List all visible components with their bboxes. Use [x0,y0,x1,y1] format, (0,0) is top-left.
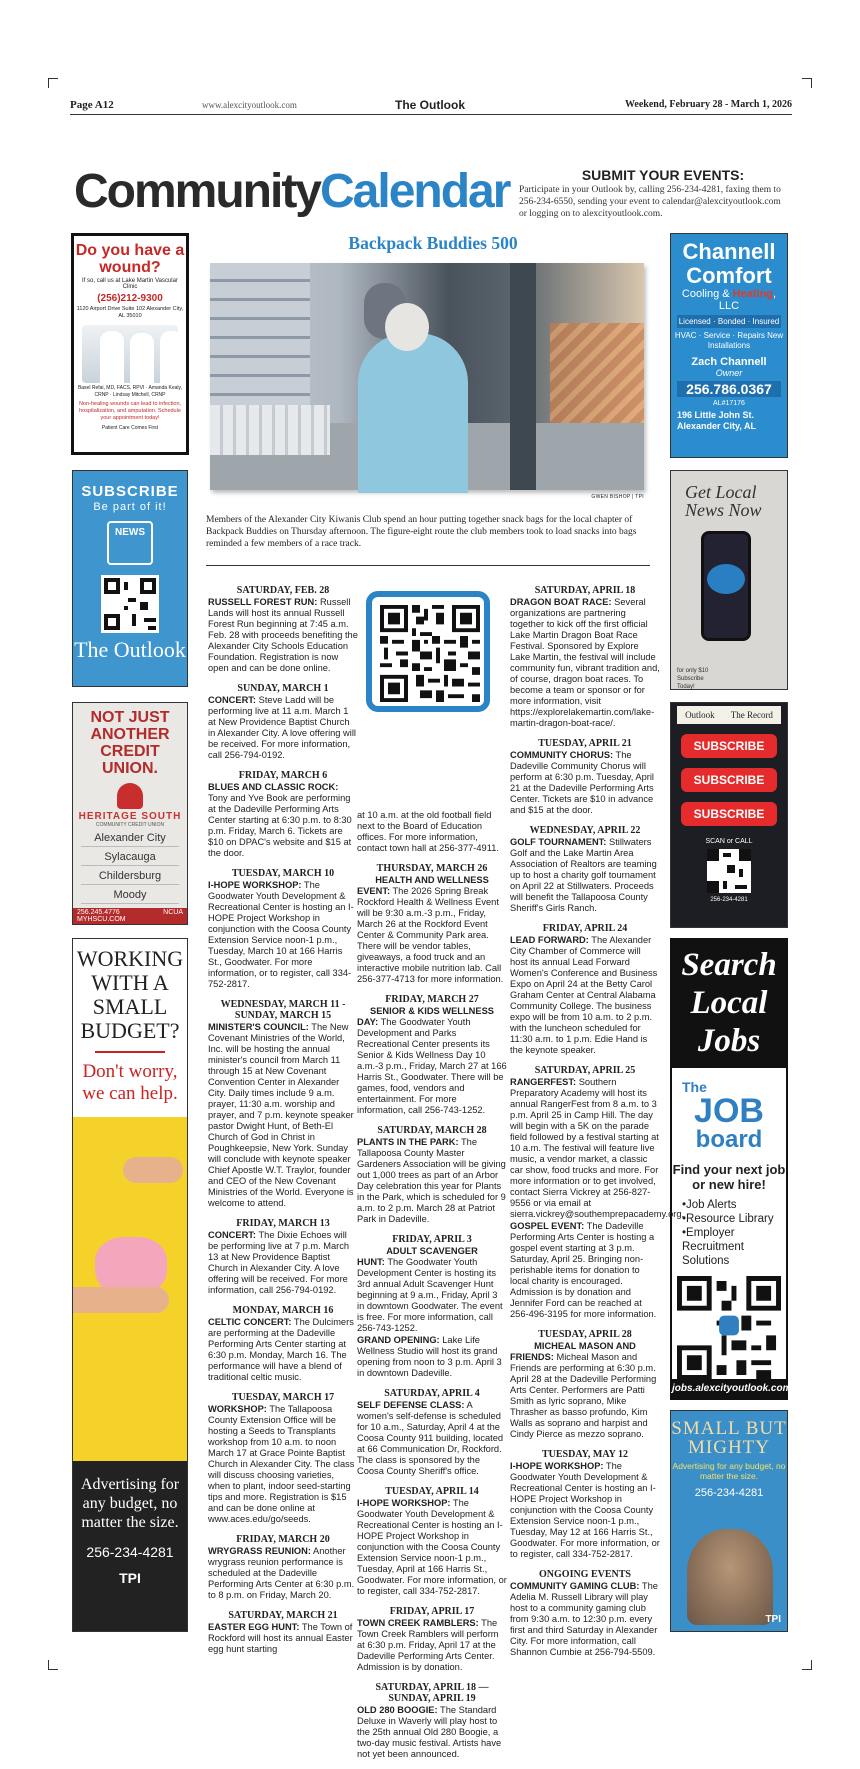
calendar-qr-code[interactable] [366,591,490,712]
job-board-logo: The JOB board [682,1079,764,1153]
budget-tagline: Advertising for any budget, no matter the size. [80,1476,180,1531]
calendar-event [510,1569,660,1658]
credit-web: MYHSCU.COM [77,916,126,923]
page-header [70,99,792,115]
event-date: FRIDAY, MARCH 20 [236,1534,330,1545]
event-title: OLD 280 BOOGIE: [357,1705,438,1715]
event-title: HEALTH AND WELLNESS [375,875,489,885]
event-title: COMMUNITY CHORUS: [510,750,614,760]
crop-mark [48,1660,58,1670]
event-body: The Dadeville Community Chorus will perform at 6:30 p.m. Tuesday, April 21 at the Dadeville Performing Arts Center. Tickets are $10 in advance and $15 at the door. [510,750,654,815]
photo-credit: GWEN BISHOP | TPI [591,494,644,500]
calendar-event [357,1606,507,1673]
tpi-logo: TPI [765,1614,781,1625]
calendar-column-3 [510,585,685,1667]
youtube-scan: SCAN or CALL [705,838,753,845]
event-body: Stillwaters Golf and the Lake Martin Area Association of Realtors are teaming up to host a charity golf tournament on April 22 at Stillwaters. Proceeds will benefit the Tallapoosa County Sheriff's Girls Ranch. [510,837,657,913]
event-title: LEAD FORWARD: [510,935,589,945]
event-title: EVENT: [357,886,391,896]
jobs-url[interactable]: jobs.alexcityoutlook.com [672,1379,786,1398]
jobs-headline: Search Local Jobs [672,940,786,1068]
event-title: DAY: [357,1017,379,1027]
event-body: The New Covenant Ministries of the World, Inc. will be hosting the annual minister's council from March 11 through 15 at New Covenant Convention Center in Alexander City. Daily times include 9 a.m. prayer, 11:30 a.m. worship and prayer, and 7 p.m. keynote speaker pastor Dwight Hunt, of Beth-El Church of God in Christ in Poughkeepsie, New York. Sunday will conclude with keynote speaker Chief Apostle W.T. Traylor, founder and CEO of the New Covenant Ministries of the World. Everyone is welcome to attend. [208,1022,354,1208]
submit-text: Participate in your Outlook by, calling 256-234-4281, faxing them to 256-234-6550, sending your event to calendar@alexcityoutlook.com or logging on to alexcityoutlook.com. [519,185,781,219]
channell-band: Licensed · Bonded · Insured [678,317,780,326]
calendar-event [510,585,660,729]
channell-license: AL#17176 [713,400,745,407]
event-body: The Adelia M. Russell Library will play host to a community gaming club from 9:30 a.m. to 12:30 p.m. every first and third Saturday in Alexander City. For more information, call Shannon Cumbie at 256-794-5509. [510,1581,658,1657]
cat-image [687,1529,773,1625]
calendar-event [357,1388,507,1477]
ad-channell-comfort[interactable] [670,233,788,458]
list-item: • Job Alerts [682,1198,786,1212]
event-title: RANGERFEST: [510,1077,577,1087]
event-date: FRIDAY, APRIL 17 [389,1606,475,1617]
event-date: WEDNESDAY, MARCH 11 - SUNDAY, MARCH 15 [220,999,346,1021]
title-community: Community [74,165,320,218]
qr-code-icon [707,849,751,893]
event-body: Russell Lands will host its annual Russell Forest Run beginning at 7:45 a.m. Feb. 28 with proceeds benefiting the Alexander City Schools Education Foundation. Registration is now open and can be done online. [208,597,358,673]
page-number: Page A12 [70,99,114,111]
event-title: CELTIC CONCERT: [208,1317,292,1327]
budget-footer [73,1461,187,1631]
subscribe-brand: The Outlook [74,637,186,662]
calendar-event [208,770,358,859]
event-title: I-HOPE WORKSHOP: [510,1461,604,1471]
calendar-event [357,863,507,985]
credit-town: Sylacauga [81,850,179,866]
youtube-mastheads: Outlook The Record [677,706,781,724]
event-body: The Goodwater Youth Development and Parks Recreational Center presents its Senior & Kids Wellness Day 10 a.m.-3 p.m., Friday, March 27 at 166 Harris St., Goodwater. There will be games, food, vendors and entertainment. For more information, call 256-743-1252. [357,1017,507,1115]
qr-code-icon [101,575,159,633]
event-body: The Tallapoosa County Extension Office will be hosting a Seeds to Transplants workshop from 10 a.m. to noon March 17 at Grace Pointe Baptist Church in Alexander City. The class will discuss choosing varieties, when to plant, indoor seed-starting tips and more. Registration is $15 and can be done online at www.aces.edu/go/seeds. [208,1404,355,1524]
event-body: Micheal Mason and Friends are performing at 6:30 p.m. April 28 at the Dadeville Performing Arts Center. Performers are Patti Smith as lyric soprano, Mike Thrasher as basso profundo, Kim Walls as soprano and harpist and Cindy Pierce as mezzo soprano. [510,1352,657,1439]
ad-job-board[interactable] [670,938,792,1400]
youtube-phone: 256-234-4281 [710,897,748,903]
event-body: The Dulcimers are performing at the Dadeville Performing Arts Center starting at 6:30 p.m. Monday, March 16. The performance will have a blend of traditional celtic music. [208,1317,354,1382]
ncua-badge: NCUA [163,909,183,916]
submit-title: SUBMIT YOUR EVENTS: [581,167,745,183]
event-date: FRIDAY, APRIL 3 [392,1234,472,1245]
event-body: The Town Creek Ramblers will perform at 6:30 p.m. Friday, April 17 at the Dadeville Performing Arts Center. Admission is by donation. [357,1618,499,1672]
event-body: at 10 a.m. at the old football field next to the Board of Education offices. For more information, contact town hall at 256-377-4911. [357,810,499,853]
channell-role: Owner [715,368,743,378]
small-phone: 256-234-4281 [694,1487,764,1499]
calendar-event [510,738,660,816]
wound-warning: Non-healing wounds can lead to infection, hospitalization, and amputation. Schedule your appointment today! [78,401,182,421]
submit-events-box [519,167,791,220]
channell-name: Channell Comfort [682,239,776,288]
event-date: TUESDAY, MAY 12 [541,1449,629,1460]
calendar-event [208,585,358,674]
piggy-bank-image [73,1117,187,1461]
event-title: CONCERT: [208,695,257,705]
event-body: Several organizations are partnering together to kick off the first official Lake Martin Dragon Boat Race Festival. Sponsored by Explore Lake Martin, the festival will include community fun, vibrant tradition and, of course, dragon boat races. To become a team or sponsor or for more information, visit https://explorelakemartin.com/lake-martin-dragon-boat-race/. [510,597,660,728]
newspaper-icon: NEWS [107,521,153,565]
event-sub: GRAND OPENING: Lake Life Wellness Studio will host its grand opening from noon to 3 p.m. April 3 in downtown Dadeville. [357,1335,502,1378]
event-title: TOWN CREEK RAMBLERS: [357,1618,479,1628]
crop-mark [802,1660,812,1670]
event-date: ONGOING EVENTS [539,1569,631,1580]
event-title: FRIENDS: [510,1352,554,1362]
event-body: The Alexander City Chamber of Commerce will host its annual Lead Forward Women's Conference and Business Expo on April 24 at the Betty Carol Graham Center at Central Alabama Community College. The business expo will be from 10 a.m. to 2 p.m. with the luncheon scheduled for 11:30 a.m. to 1 p.m. Edie Hand is the keynote speaker. [510,935,658,1055]
event-title: DRAGON BOAT RACE: [510,597,612,607]
event-date: FRIDAY, MARCH 13 [236,1218,330,1229]
qr-code-icon [380,605,480,702]
event-date: MONDAY, MARCH 16 [232,1305,334,1316]
event-title: SENIOR & KIDS WELLNESS [370,1006,494,1016]
heritage-logo-icon [117,783,143,809]
event-title: WORKSHOP: [208,1404,267,1414]
site-url[interactable]: www.alexcityoutlook.com [202,100,297,110]
credit-headline: NOT JUST ANOTHER CREDIT UNION. [90,709,170,777]
event-title: BLUES AND CLASSIC ROCK: [208,782,339,792]
event-date: TUESDAY, APRIL 28 [538,1329,632,1340]
budget-phone: 256-234-4281 [86,1544,174,1560]
small-headline: SMALL BUT MIGHTY [671,1418,787,1458]
event-body: The Goodwater Youth Development & Recreational Center is hosting an I-HOPE Project Workshop in conjunction with the Coosa County Extension Service noon-1 p.m., Tuesday, March 10 at 166 Harris St., Goodwater. For more information, or to register, call 334-752-2817. [208,880,354,989]
credit-town: Alexander City [81,831,179,847]
hand-icon [123,1157,183,1183]
event-title: EASTER EGG HUNT: [208,1622,300,1632]
event-title: I-HOPE WORKSHOP: [357,1498,451,1508]
ad-wound-clinic[interactable] [71,233,189,455]
event-title: I-HOPE WORKSHOP: [208,880,302,890]
credit-sub: COMMUNITY CREDIT UNION [95,822,165,828]
crop-mark [48,78,58,88]
calendar-event [357,1234,507,1379]
event-body: A women's self-defense is scheduled for 10 a.m., Saturday, April 4 at the Coosa County 911 building, located at 66 Communication Dr, Rockford. The class is sponsored by the Coosa County Sheriff's office. [357,1400,504,1476]
event-date: TUESDAY, APRIL 14 [385,1486,479,1497]
ad-small-budget[interactable] [72,938,188,1632]
event-body: Tony and Yve Book are performing at the Dadeville Performing Arts Center starting at 6:30 p.m. to 8:30 p.m. Friday, March 6. Tickets are $10 on DPAC's website and $15 at the door. [208,793,352,858]
subscribe-sub: Be part of it! [93,501,167,513]
localnews-sub: for only $10 Subscribe Today! [677,668,709,690]
hand-icon [73,1287,169,1313]
event-title: SELF DEFENSE CLASS: [357,1400,465,1410]
event-title: ADULT SCAVENGER [386,1246,478,1256]
calendar-event [510,923,660,1056]
doctors-photo [82,325,178,383]
event-date: FRIDAY, APRIL 24 [542,923,628,934]
youtube-subscribe-button[interactable]: SUBSCRIBE [681,802,777,826]
credit-phone: 256.245.4776 [77,909,120,916]
wound-names: Basel Refai, MD, FACS, RPVI · Amanda Kealy, CRNP · Lindsay Mitchell, CRNP [77,385,183,398]
event-date: SATURDAY, APRIL 4 [384,1388,480,1399]
calendar-event [357,1125,507,1225]
localnews-title: Get Local News Now [685,482,762,520]
event-body: The 2026 Spring Break Rockford Health & Wellness Event will be 9:30 a.m.-3 p.m., Friday, March 26 at the Rockford Event Center & Community Park area. There will be vendor tables, giveaways, a food truck and an interactive mobile nutrition lab. Call 256-377-4713 for more information. [357,886,504,984]
channell-address: 196 Little John St. Alexander City, AL [677,410,757,431]
event-body: The Goodwater Youth Development Center is hosting its 3rd annual Adult Scavenger Hunt beginning at 9 a.m., Friday, April 3 in downtown Goodwater. The event is free. For more information, call 256-743-1252. [357,1257,503,1333]
calendar-event-continued [357,810,507,854]
channell-line: Cooling & Heating, LLC [681,288,777,312]
calendar-event [208,1218,358,1296]
event-date: SATURDAY, MARCH 21 [228,1610,338,1621]
credit-footer [73,908,187,924]
event-date: SUNDAY, MARCH 1 [237,683,329,694]
paper-name: The Outlook [395,98,465,112]
divider [95,1051,165,1053]
calendar-column-1 [208,585,358,1664]
channell-phone: 256.786.0367 [677,381,781,397]
phone-icon [701,531,751,641]
event-body: Southern Preparatory Academy will host its annual RangerFest from 8 a.m. to 3 p.m. April 25 in Camp Hill. The day will begin with a 5K on the parade field followed by a festival starting at 10 a.m. The festival will feature live music, a vendor market, a classic car show, food trucks and more. For more information or to get involved, contact Sierra Vickrey at 256-827-9556 or via email at sierra.vickrey@southemprepacademy.org. [510,1077,685,1219]
subscribe-title: SUBSCRIBE [81,483,179,500]
event-date: TUESDAY, APRIL 21 [538,738,632,749]
page-title [74,165,510,218]
jobs-features [682,1198,786,1268]
event-sub: GOSPEL EVENT: The Dadeville Performing Arts Center is hosting a gospel event starting at 3 p.m. Saturday, April 25. Bringing non-perishable items for donation to local charity is encouraged. Admission is by donation and Jennifer Ford can be reached at 256-496-3195 for more information. [510,1221,657,1319]
credit-town: Childersburg [81,869,179,885]
credit-name: HERITAGE SOUTH [78,811,182,822]
calendar-event [208,683,358,761]
calendar-event [208,868,358,990]
event-title: MINISTER'S COUNCIL: [208,1022,309,1032]
event-body: Steve Ladd will be performing live at 11 a.m. March 1 at New Providence Baptist Church in Alexander City. A love offering will be received. For more information, call 256-794-0192. [208,695,356,760]
event-title: MICHEAL MASON AND [534,1341,636,1351]
event-date: TUESDAY, MARCH 17 [231,1392,335,1403]
calendar-event [357,1682,507,1760]
event-body: Another wrygrass reunion performance is scheduled at the Dadeville Performing Arts Center at 6:30 p.m. to 8 p.m. on Friday, March 20. [208,1546,355,1600]
event-title: WRYGRASS REUNION: [208,1546,311,1556]
calendar-event [510,1065,685,1320]
qr-code-icon [677,1276,781,1380]
youtube-subscribe-button[interactable]: SUBSCRIBE [681,734,777,758]
calendar-event [357,1486,507,1597]
event-title: HUNT: [357,1257,385,1267]
event-title: CONCERT: [208,1230,257,1240]
calendar-event [208,1392,358,1525]
event-date: THURSDAY, MARCH 26 [376,863,488,874]
wound-footer: Patient Care Comes First [101,425,159,431]
event-title: PLANTS IN THE PARK: [357,1137,459,1147]
wound-phone: (256)212-9300 [97,293,163,304]
event-body: The Standard Deluxe in Waverly will play host to the 25th annual Old 280 Boogie, a two-day music festival. Artists have not yet been announced. [357,1705,502,1759]
event-date: FRIDAY, MARCH 27 [385,994,479,1005]
event-date: SATURDAY, MARCH 28 [377,1125,487,1136]
feature-photo [210,263,644,490]
list-item: • Employer Recruitment Solutions [682,1226,786,1268]
issue-date: Weekend, February 28 - March 1, 2026 [624,99,792,110]
event-body: The Tallapoosa County Master Gardeners Association will be giving out 1,000 trees as part of an Arbor Day celebration this year for Plants in the Park, which is scheduled for 9 a.m. to 2 p.m. March 28 at Patriot Park in Dadeville. [357,1137,506,1224]
wound-address: 1120 Airport Drive Suite 102 Alexander City, AL 35010 [76,306,184,319]
ad-local-news[interactable] [670,470,788,690]
event-date: TUESDAY, MARCH 10 [231,868,335,879]
event-body: The Goodwater Youth Development & Recreational Center is hosting an I-HOPE Project Workshop in conjunction with the Coosa County Extension Service noon-1 p.m., Tuesday, May 12 at 166 Harris St., Goodwater. For more information, or to register, call 334-752-2817. [510,1461,660,1559]
channell-owner: Zach Channell [691,356,767,368]
jobs-find: Find your next job or new hire! [672,1162,786,1192]
calendar-event [208,1305,358,1383]
budget-sub: Don't worry, we can help. [82,1061,178,1104]
tpi-logo: TPI [119,1570,141,1586]
youtube-subscribe-button[interactable]: SUBSCRIBE [681,768,777,792]
calendar-event [510,825,660,914]
wound-sub: If so, call us at Lake Martin Vascular Clinic [82,278,178,290]
ad-youtube-subscribe[interactable] [670,702,788,928]
feature-headline: Backpack Buddies 500 [348,233,518,253]
ad-subscribe[interactable] [72,470,188,687]
event-date: WEDNESDAY, APRIL 22 [529,825,641,836]
event-date: SATURDAY, FEB. 28 [236,585,330,596]
calendar-event [208,1610,358,1655]
budget-headline: WORKING WITH A SMALL BUDGET? [76,946,184,1043]
calendar-event [208,999,358,1209]
event-body: The Dixie Echoes will be performing live at 7 p.m. March 13 at New Providence Baptist Church in Alexander City. A love offering will be received. For more information, call 256-794-0192. [208,1230,350,1295]
channell-services: HVAC · Service · Repairs New Installations [674,331,784,350]
calendar-event [357,994,507,1116]
event-title: COMMUNITY GAMING CLUB: [510,1581,640,1591]
calendar-column-2 [357,810,507,1769]
photo-caption: Members of the Alexander City Kiwanis Club spend an hour putting together snack bags for the local chapter of Backpack Buddies on Thursday afternoon. The figure-eight route the club members took to load snacks into bags reminded a few members of a race track. [206,515,637,549]
event-title: GOLF TOURNAMENT: [510,837,607,847]
title-calendar: Calendar [320,165,510,218]
calendar-event [510,1449,660,1560]
calendar-event [208,1534,358,1601]
event-body: The Goodwater Youth Development & Recreational Center is hosting an I-HOPE Project Workshop in conjunction with the Coosa County Extension Service noon-1 p.m., Tuesday, April at 166 Harris St., Goodwater. For more information, or to register, call 334-752-2817. [357,1498,507,1596]
event-title: RUSSELL FOREST RUN: [208,597,318,607]
event-body: The Town of Rockford will host its annual Easter egg hunt starting [208,1622,353,1654]
wound-headline: Do you have a wound? [75,242,185,276]
event-date: SATURDAY, APRIL 18 — SUNDAY, APRIL 19 [375,1682,489,1704]
calendar-event [510,1329,660,1440]
ad-heritage-south[interactable] [72,702,188,925]
divider [206,565,650,566]
ad-small-but-mighty[interactable] [670,1410,788,1632]
crop-mark [802,78,812,88]
credit-town: Moody [81,888,179,904]
event-date: FRIDAY, MARCH 6 [238,770,328,781]
small-sub: Advertising for any budget, no matter the size. [672,1461,786,1481]
event-date: SATURDAY, APRIL 18 [534,585,636,596]
list-item: • Resource Library [682,1212,786,1226]
event-date: SATURDAY, APRIL 25 [534,1065,636,1076]
